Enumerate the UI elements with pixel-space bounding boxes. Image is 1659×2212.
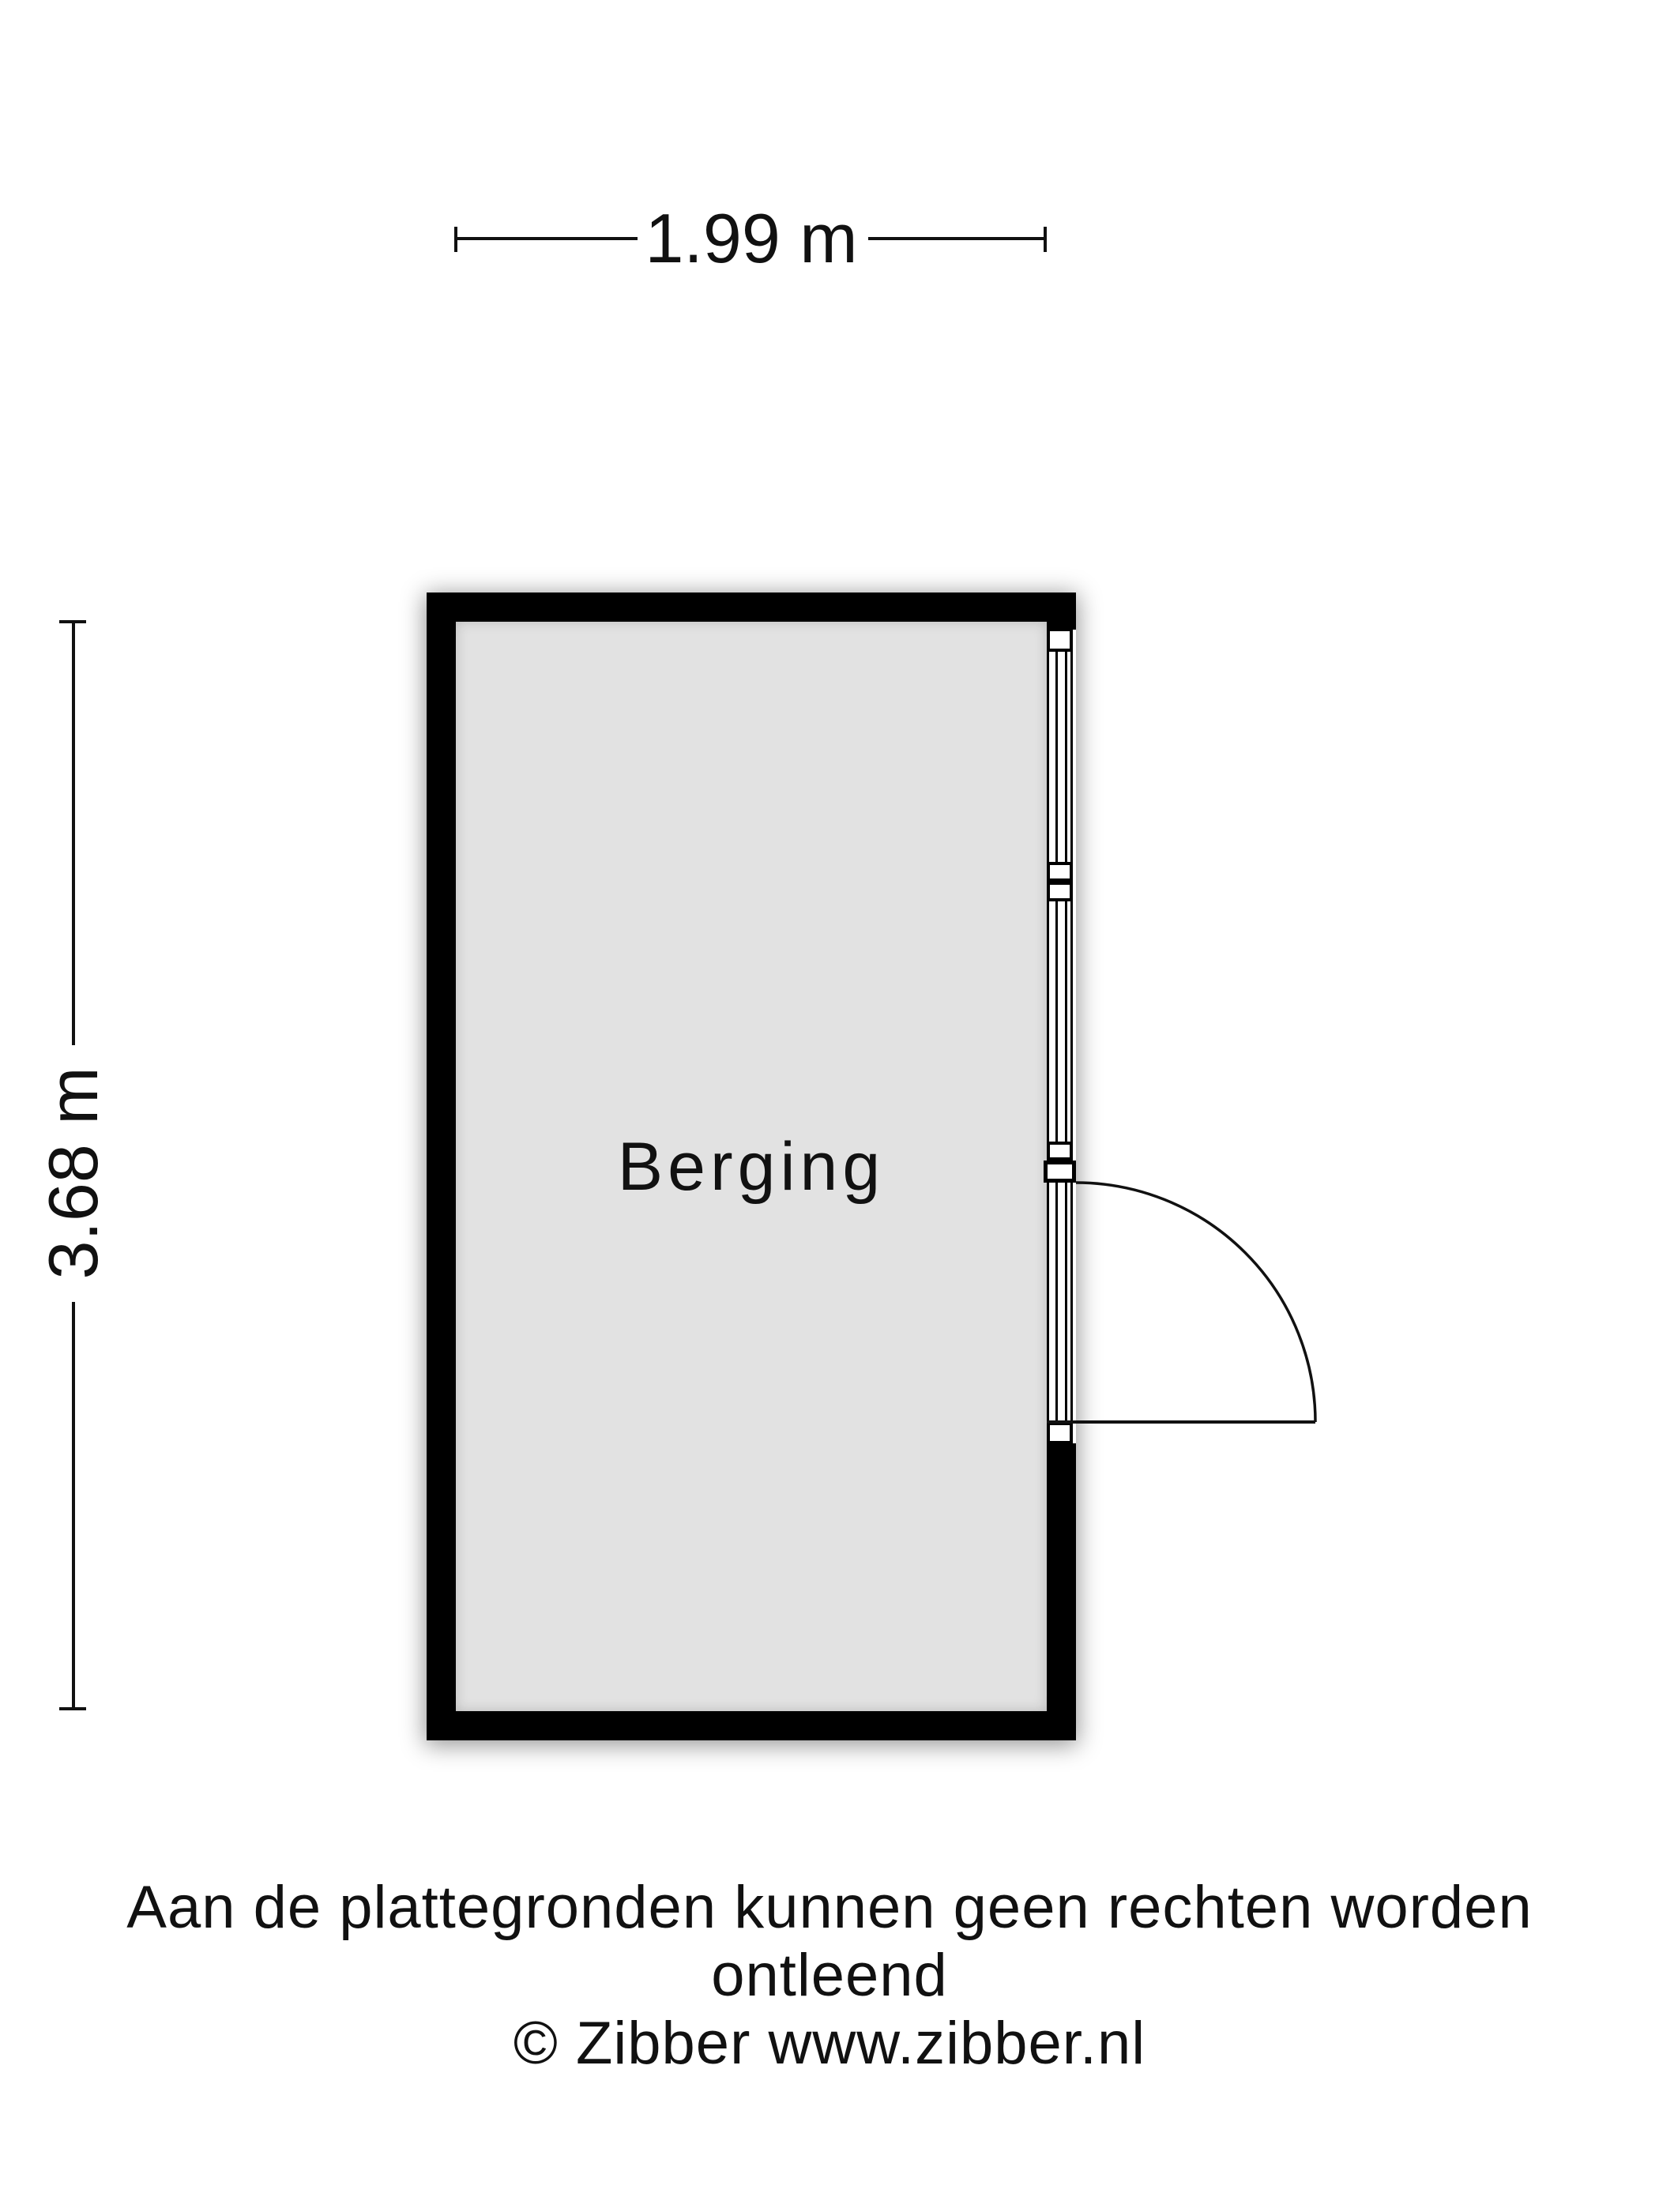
door-swing (1044, 1177, 1328, 1438)
height-dimension-tick-top (59, 620, 86, 623)
door-swing-arc (1076, 1183, 1315, 1422)
height-dimension-label: 3.68 m (34, 1066, 112, 1280)
wall-right-bottom-stub (1047, 1443, 1076, 1711)
footer (0, 1874, 1659, 2078)
window-frame-above-door (1047, 1142, 1073, 1161)
window-mullion-upper (1047, 862, 1073, 882)
footer-copyright-text: © Zibber www.zibber.nl (513, 2010, 1146, 2077)
window-mullion-lower (1047, 882, 1073, 901)
window-glazing-middle (1047, 901, 1073, 1142)
height-dimension-tick-bottom (59, 1707, 86, 1710)
wall-left (427, 592, 456, 1740)
wall-top (427, 592, 1076, 622)
wall-bottom (427, 1711, 1076, 1740)
width-dimension-label: 1.99 m (645, 199, 858, 277)
height-dimension-line-bottom (72, 1302, 75, 1710)
window-glazing-upper (1047, 652, 1073, 862)
room-name-label: Berging (617, 1128, 886, 1205)
footer-disclaimer-text: Aan de plattegronden kunnen geen rechten worden ontleend (126, 1874, 1533, 2009)
height-dimension-line-top (72, 622, 75, 1045)
window-frame-top (1047, 628, 1073, 652)
room-floor (456, 622, 1047, 1711)
